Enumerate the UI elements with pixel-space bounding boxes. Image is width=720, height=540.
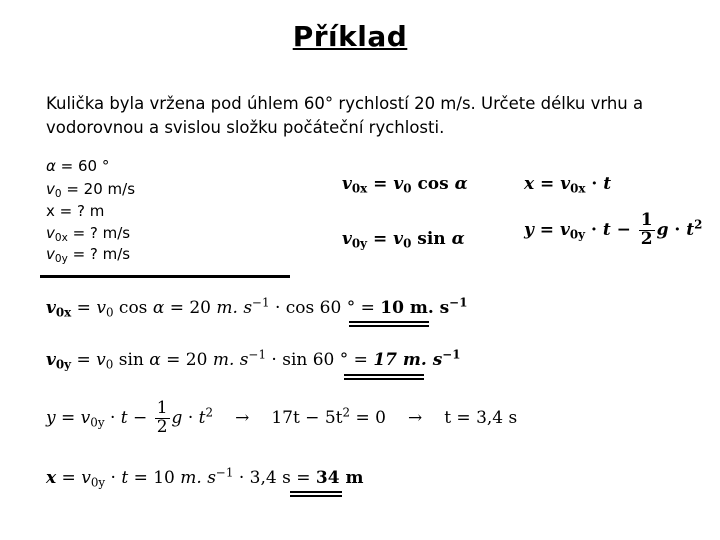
calc-y-arrow-2: → [407, 407, 423, 428]
calc-v0y-fn: sin [113, 350, 150, 370]
formula-y-numerator: 1 [640, 210, 653, 230]
formula-y-minus: − [610, 219, 637, 240]
calc-v0y-v: v [96, 350, 106, 370]
calc-v0y-angle: α [149, 350, 161, 370]
formula-y-denominator: 2 [640, 228, 653, 249]
calc-x-unit: m. s [180, 468, 216, 488]
formula-x [524, 174, 611, 194]
formula-y-fraction [639, 212, 655, 249]
calc-v0y [46, 347, 461, 372]
underline-x-1 [290, 491, 342, 493]
calc-v0y-eq: = [71, 350, 97, 370]
calc-v0y-lhs-sub: 0y [55, 357, 72, 372]
given-x-symbol: x [46, 202, 55, 220]
calc-y-minus: − [127, 407, 153, 428]
given-v0x [46, 223, 130, 243]
calc-v0y-unit: m. s [212, 350, 249, 370]
given-v0y [46, 244, 130, 264]
calc-x-v: v [81, 468, 91, 488]
calc-y-v-sub: 0y [90, 415, 105, 430]
calc-y-exp: 2 [205, 405, 214, 420]
calc-v0y-result-exp: −1 [442, 347, 461, 362]
calc-x-lhs: x [46, 468, 57, 488]
calc-x-exp: −1 [215, 465, 234, 480]
formula-x-lhs: x [524, 174, 535, 194]
formula-v0x-v: v [393, 174, 404, 194]
calc-v0y-result-group [373, 347, 461, 370]
formula-y-eq: = [533, 219, 560, 240]
calc-y-answer: t = 3,4 s [444, 407, 518, 428]
given-v0y-value: = ? m/s [67, 245, 131, 263]
underline-v0x-2 [349, 325, 429, 327]
given-v0-value: = 20 m/s [61, 180, 136, 198]
given-x-value: = ? m [54, 202, 105, 220]
formula-y [524, 212, 702, 249]
formula-y-t: t [602, 219, 611, 240]
calc-v0x-v-sub: 0 [105, 305, 114, 320]
calc-v0x-eq: = [71, 298, 97, 318]
formula-v0x-lhs-sub: 0x [351, 181, 368, 196]
calc-v0y-mid: = 20 [160, 350, 213, 370]
given-v0-sub: 0 [54, 188, 62, 201]
calc-y [46, 400, 517, 437]
calc-y-arrow-1: → [235, 407, 250, 428]
page-title: Příklad [292, 20, 408, 53]
given-v0y-symbol: v [46, 245, 55, 263]
given-v0-symbol: v [46, 180, 55, 198]
given-alpha [46, 156, 109, 176]
calc-x-t: t [121, 468, 129, 488]
formula-y-g: g [656, 219, 669, 240]
formula-y-dot: · [585, 219, 603, 240]
calc-y-eq: = [55, 407, 81, 428]
underline-x-2 [290, 495, 342, 497]
calc-v0y-v-sub: 0 [105, 357, 114, 372]
formula-y-exp: 2 [694, 217, 703, 232]
formula-x-v: v [560, 174, 571, 194]
calc-v0x-exp: −1 [252, 295, 270, 310]
calc-y-equation-tail: = 0 [350, 407, 386, 428]
calc-v0x-result: 10 m. s [380, 298, 450, 318]
calc-v0x-v: v [96, 298, 106, 318]
calc-y-lhs: y [46, 407, 56, 428]
calc-x-tail: · 3,4 s = [233, 468, 316, 488]
formula-v0y-eq: = [367, 229, 394, 249]
formula-v0y-fn: sin [411, 229, 452, 249]
formula-v0y-lhs-sub: 0y [351, 236, 368, 251]
calc-x-result: 34 m [315, 468, 364, 488]
calc-y-dot: · [104, 407, 121, 428]
formula-y-lhs: y [524, 219, 534, 240]
calc-v0y-lhs: v [46, 350, 56, 370]
formula-v0x-angle: α [454, 174, 468, 194]
calc-v0y-exp: −1 [248, 347, 267, 362]
formula-v0x-fn: cos [411, 174, 455, 194]
calc-v0x-lhs: v [46, 298, 56, 318]
formula-v0x-eq: = [367, 174, 394, 194]
formula-x-v-sub: 0x [570, 181, 586, 196]
formula-x-eq: = [534, 174, 561, 194]
formula-v0x-v-sub: 0 [403, 181, 412, 196]
given-v0x-sub: 0x [54, 232, 68, 245]
formula-v0y-angle: α [451, 229, 465, 249]
given-alpha-symbol: α [46, 157, 56, 175]
calc-y-fraction [155, 400, 170, 437]
calc-y-t: t [120, 407, 128, 428]
task-text: Kulička byla vržena pod úhlem 60° rychlostí 20 m/s. Určete délku vrhu a vodorovnou a svislou složku počáteční rychlosti. [46, 94, 644, 137]
calc-x-dot: · [105, 468, 122, 488]
underline-v0y-1 [344, 374, 424, 376]
calc-v0x-unit: m. s [216, 298, 253, 318]
calc-v0x [46, 295, 468, 320]
formula-y-t2: t [686, 219, 695, 240]
formula-v0y [342, 229, 465, 249]
calc-v0x-angle: α [152, 298, 165, 318]
underline-v0y-2 [344, 378, 424, 380]
calc-x-v-sub: 0y [90, 475, 106, 490]
given-x [46, 201, 104, 221]
given-v0x-value: = ? m/s [67, 224, 131, 242]
given-v0y-sub: 0y [54, 253, 68, 266]
formula-x-dot: · [585, 174, 604, 194]
formula-v0x-lhs: v [342, 174, 352, 194]
calc-v0x-result-exp: −1 [449, 295, 468, 310]
calc-x-mid: = 10 [128, 468, 181, 488]
calc-y-denominator: 2 [156, 416, 168, 437]
formula-y-v-sub: 0y [569, 227, 586, 242]
formula-v0y-v-sub: 0 [403, 236, 412, 251]
formula-y-v: v [559, 219, 570, 240]
given-alpha-value: = 60 ° [55, 157, 110, 175]
separator-line [40, 275, 290, 278]
formula-y-dot2: · [668, 219, 687, 240]
calc-v0x-lhs-sub: 0x [55, 305, 72, 320]
formula-v0x [342, 174, 468, 194]
calc-y-dot2: · [182, 407, 199, 428]
calc-v0y-tail: · sin 60 ° = [266, 350, 374, 370]
calc-v0x-tail: · cos 60 ° = [269, 298, 381, 318]
calc-y-g: g [171, 407, 183, 428]
calc-v0x-result-group [380, 295, 468, 318]
calc-x [46, 465, 364, 490]
calc-y-t2: t [198, 407, 206, 428]
formula-x-t: t [603, 174, 612, 194]
calc-v0x-fn: cos [113, 298, 153, 318]
calc-y-v: v [80, 407, 91, 428]
calc-v0y-result: 17 m. s [373, 350, 443, 370]
calc-v0x-mid: = 20 [164, 298, 217, 318]
given-v0 [46, 179, 135, 199]
formula-v0y-v: v [393, 229, 404, 249]
calc-x-eq: = [56, 468, 82, 488]
underline-v0x-1 [349, 321, 429, 323]
calc-y-equation-exp: 2 [342, 405, 351, 420]
formula-v0y-lhs: v [342, 229, 352, 249]
given-v0x-symbol: v [46, 224, 55, 242]
calc-y-numerator: 1 [156, 398, 168, 418]
calc-y-equation: 17t − 5t [271, 407, 343, 428]
